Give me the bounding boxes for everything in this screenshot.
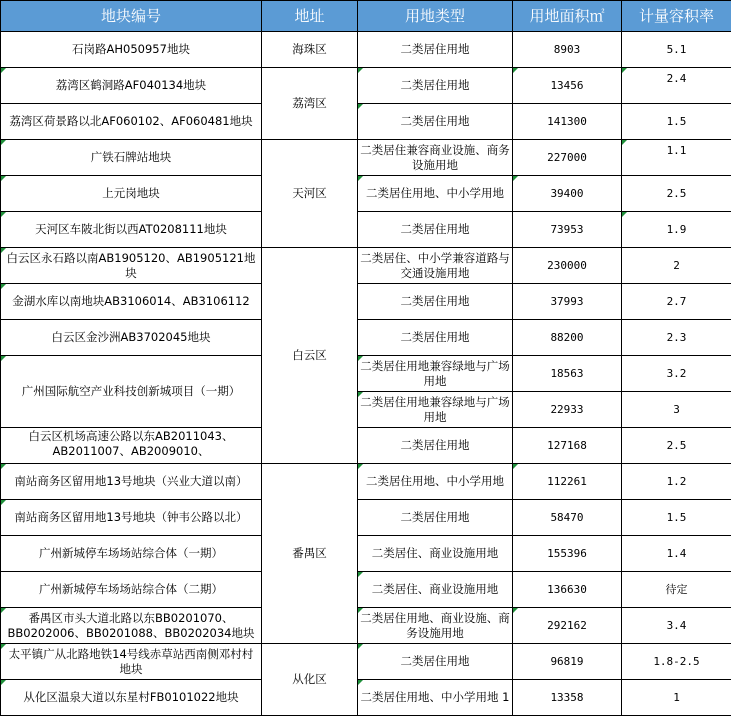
table-row	[1, 500, 731, 536]
land-area-cell: 58470	[513, 500, 622, 536]
district-cell: 天河区	[262, 140, 358, 248]
land-type-cell: 二类居住用地、中小学用地	[358, 176, 513, 212]
land-area-cell: 37993	[513, 284, 622, 320]
land-type-cell: 二类居住用地	[358, 320, 513, 356]
parcel-name-cell: 荔湾区荷景路以北AF060102、AF060481地块	[1, 104, 262, 140]
land-type-cell: 二类居住用地	[358, 212, 513, 248]
plot-ratio-cell: 2.3	[622, 320, 731, 356]
table-row	[1, 644, 731, 680]
land-area-cell: 230000	[513, 248, 622, 284]
land-area-cell: 127168	[513, 428, 622, 464]
plot-ratio-cell: 2.5	[622, 428, 731, 464]
parcel-name-cell: 太平镇广从北路地铁14号线赤草站西南侧邓村村地块	[1, 644, 262, 680]
land-area-cell: 88200	[513, 320, 622, 356]
table-row	[1, 284, 731, 320]
land-area-cell: 292162	[513, 608, 622, 644]
district-cell: 番禺区	[262, 464, 358, 644]
parcel-name-cell: 白云区机场高速公路以东AB2011043、AB2011007、AB2009010、	[1, 428, 262, 464]
plot-ratio-cell: 2.7	[622, 284, 731, 320]
land-area-cell: 112261	[513, 464, 622, 500]
parcel-name-cell: 石岗路AH050957地块	[1, 32, 262, 68]
table-row	[1, 428, 731, 464]
land-type-cell: 二类居住兼容商业设施、商务设施用地	[358, 140, 513, 176]
land-area-cell: 73953	[513, 212, 622, 248]
parcel-name-cell: 上元岗地块	[1, 176, 262, 212]
parcel-name-cell: 从化区温泉大道以东星村FB0101022地块	[1, 680, 262, 716]
land-area-cell: 22933	[513, 392, 622, 428]
header-parcel-id: 地块编号	[1, 1, 262, 32]
parcel-name-cell: 广州国际航空产业科技创新城项目（一期）	[1, 356, 262, 428]
land-area-cell: 136630	[513, 572, 622, 608]
land-area-cell: 8903	[513, 32, 622, 68]
table-row	[1, 536, 731, 572]
land-area-cell: 96819	[513, 644, 622, 680]
land-type-cell: 二类居住、商业设施用地	[358, 572, 513, 608]
table-header-row	[1, 1, 731, 32]
land-area-cell: 13456	[513, 68, 622, 104]
table-row	[1, 140, 731, 176]
table-row	[1, 32, 731, 68]
parcel-name-cell: 广铁石牌站地块	[1, 140, 262, 176]
header-address: 地址	[262, 1, 358, 32]
parcel-name-cell: 白云区永石路以南AB1905120、AB1905121地块	[1, 248, 262, 284]
plot-ratio-cell: 1	[622, 680, 731, 716]
parcel-name-cell: 番禺区市头大道北路以东BB0201070、BB0202006、BB0201088、BB0202034地块	[1, 608, 262, 644]
parcel-name-cell: 天河区车陂北街以西AT0208111地块	[1, 212, 262, 248]
table-row	[1, 680, 731, 716]
parcel-name-cell: 广州新城停车场场站综合体（一期）	[1, 536, 262, 572]
plot-ratio-cell: 3.2	[622, 356, 731, 392]
table-row	[1, 212, 731, 248]
land-type-cell: 二类居住用地	[358, 500, 513, 536]
table-row	[1, 320, 731, 356]
plot-ratio-cell: 1.1	[622, 140, 731, 176]
land-type-cell: 二类居住、商业设施用地	[358, 536, 513, 572]
table-row	[1, 572, 731, 608]
land-type-cell: 二类居住用地	[358, 284, 513, 320]
plot-ratio-cell: 1.9	[622, 212, 731, 248]
plot-ratio-cell: 3.4	[622, 608, 731, 644]
district-cell: 从化区	[262, 644, 358, 716]
table-row	[1, 248, 731, 284]
land-type-cell: 二类居住用地兼容绿地与广场用地	[358, 392, 513, 428]
header-land-area: 用地面积㎡	[513, 1, 622, 32]
land-type-cell: 二类居住用地、中小学用地	[358, 464, 513, 500]
plot-ratio-cell: 1.5	[622, 104, 731, 140]
parcel-name-cell: 荔湾区鹤洞路AF040134地块	[1, 68, 262, 104]
district-cell: 荔湾区	[262, 68, 358, 140]
table-row	[1, 464, 731, 500]
table-row	[1, 356, 731, 392]
land-type-cell: 二类居住用地	[358, 32, 513, 68]
land-type-cell: 二类居住、中小学兼容道路与交通设施用地	[358, 248, 513, 284]
parcel-name-cell: 金湖水库以南地块AB3106014、AB3106112	[1, 284, 262, 320]
land-area-cell: 155396	[513, 536, 622, 572]
district-cell: 白云区	[262, 248, 358, 464]
plot-ratio-cell: 待定	[622, 572, 731, 608]
plot-ratio-cell: 2.5	[622, 176, 731, 212]
table-row	[1, 608, 731, 644]
plot-ratio-cell: 2.4	[622, 68, 731, 104]
header-land-type: 用地类型	[358, 1, 513, 32]
land-type-cell: 二类居住用地	[358, 644, 513, 680]
land-type-cell: 二类居住用地	[358, 428, 513, 464]
plot-ratio-cell: 1.5	[622, 500, 731, 536]
plot-ratio-cell: 1.8-2.5	[622, 644, 731, 680]
land-type-cell: 二类居住用地	[358, 68, 513, 104]
plot-ratio-cell: 5.1	[622, 32, 731, 68]
plot-ratio-cell: 3	[622, 392, 731, 428]
table-row	[1, 104, 731, 140]
land-area-cell: 18563	[513, 356, 622, 392]
land-type-cell: 二类居住用地兼容绿地与广场用地	[358, 356, 513, 392]
parcel-name-cell: 广州新城停车场场站综合体（二期）	[1, 572, 262, 608]
land-area-cell: 13358	[513, 680, 622, 716]
plot-ratio-cell: 2	[622, 248, 731, 284]
table-row	[1, 176, 731, 212]
land-area-cell: 39400	[513, 176, 622, 212]
land-type-cell: 二类居住用地	[358, 104, 513, 140]
parcel-name-cell: 南站商务区留用地13号地块（钟韦公路以北）	[1, 500, 262, 536]
header-plot-ratio: 计量容积率	[622, 1, 731, 32]
land-area-cell: 227000	[513, 140, 622, 176]
land-area-cell: 141300	[513, 104, 622, 140]
land-type-cell: 二类居住用地、中小学用地 1	[358, 680, 513, 716]
parcel-name-cell: 白云区金沙洲AB3702045地块	[1, 320, 262, 356]
table-row	[1, 68, 731, 104]
parcel-name-cell: 南站商务区留用地13号地块（兴业大道以南）	[1, 464, 262, 500]
land-type-cell: 二类居住用地、商业设施、商务设施用地	[358, 608, 513, 644]
plot-ratio-cell: 1.4	[622, 536, 731, 572]
plot-ratio-cell: 1.2	[622, 464, 731, 500]
district-cell: 海珠区	[262, 32, 358, 68]
